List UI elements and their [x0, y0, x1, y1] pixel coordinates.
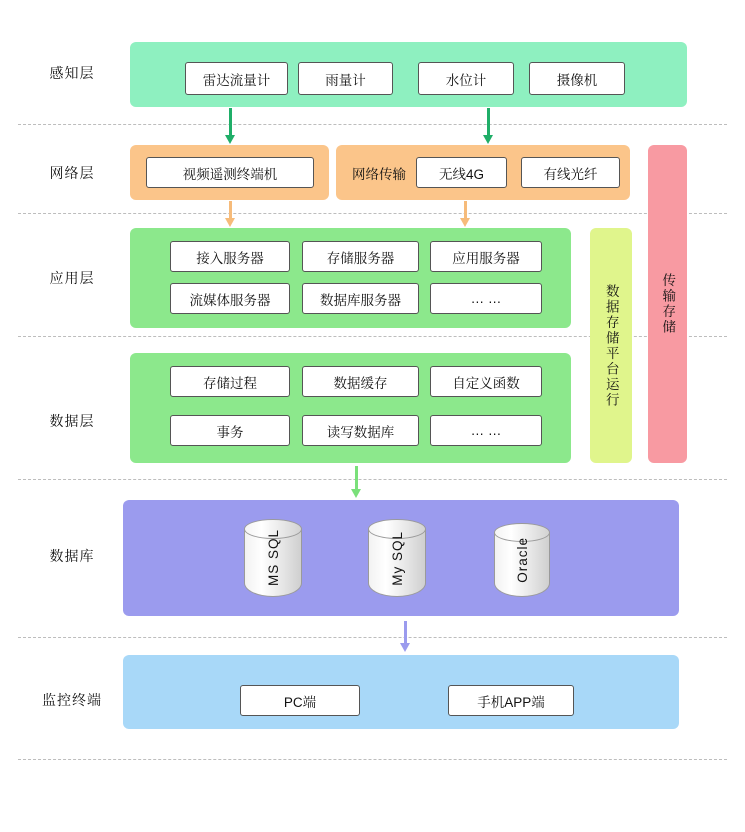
- divider-data-database: [18, 479, 727, 480]
- db-cylinder-mysql[interactable]: [368, 519, 426, 597]
- node-custom-function[interactable]: 自定义函数: [430, 366, 542, 397]
- node-application-more[interactable]: … …: [430, 283, 542, 314]
- network-transmission-caption: 网络传输: [352, 166, 406, 182]
- divider-network-application: [18, 213, 727, 214]
- layer-label-application: 应用层: [49, 270, 95, 286]
- db-cylinder-mssql-label: MS SQL: [265, 529, 281, 587]
- node-database-server[interactable]: 数据库服务器: [302, 283, 419, 314]
- platform-side-label-text: 数据存储平台运行: [603, 283, 619, 408]
- monitor-layer-band: [123, 655, 679, 729]
- node-pc-client[interactable]: PC端: [240, 685, 360, 716]
- node-video-telemetry-terminal[interactable]: 视频遥测终端机: [146, 157, 314, 188]
- transport-side-label: [648, 145, 687, 463]
- node-data-cache[interactable]: 数据缓存: [302, 366, 419, 397]
- db-cylinder-oracle-label: Oracle: [514, 537, 530, 583]
- node-wireless-4g[interactable]: 无线4G: [416, 157, 507, 188]
- node-data-more[interactable]: … …: [430, 415, 542, 446]
- layer-label-monitor: 监控终端: [42, 692, 102, 708]
- node-read-write-database[interactable]: 读写数据库: [302, 415, 419, 446]
- divider-database-monitor: [18, 637, 727, 638]
- node-rain-gauge[interactable]: 雨量计: [298, 62, 393, 95]
- layer-label-database: 数据库: [49, 548, 95, 564]
- divider-monitor-bottom: [18, 759, 727, 760]
- layer-label-sense: 感知层: [49, 65, 95, 81]
- node-storage-server[interactable]: 存储服务器: [302, 241, 419, 272]
- db-cylinder-mysql-label: My SQL: [389, 530, 405, 586]
- layer-label-data: 数据层: [49, 413, 95, 429]
- db-cylinder-oracle[interactable]: [494, 523, 550, 597]
- node-stored-procedure[interactable]: 存储过程: [170, 366, 290, 397]
- node-mobile-app-client[interactable]: 手机APP端: [448, 685, 574, 716]
- transport-side-label-text: 传输存储: [660, 273, 676, 335]
- node-transaction[interactable]: 事务: [170, 415, 290, 446]
- node-streaming-server[interactable]: 流媒体服务器: [170, 283, 290, 314]
- node-camera[interactable]: 摄像机: [529, 62, 625, 95]
- divider-sense-network: [18, 124, 727, 125]
- node-wired-fiber[interactable]: 有线光纤: [521, 157, 620, 188]
- db-cylinder-mssql[interactable]: [244, 519, 302, 597]
- node-access-server[interactable]: 接入服务器: [170, 241, 290, 272]
- layer-label-network: 网络层: [49, 165, 95, 181]
- platform-side-label: [590, 228, 632, 463]
- node-water-level-gauge[interactable]: 水位计: [418, 62, 514, 95]
- node-radar-flowmeter[interactable]: 雷达流量计: [185, 62, 288, 95]
- node-application-server[interactable]: 应用服务器: [430, 241, 542, 272]
